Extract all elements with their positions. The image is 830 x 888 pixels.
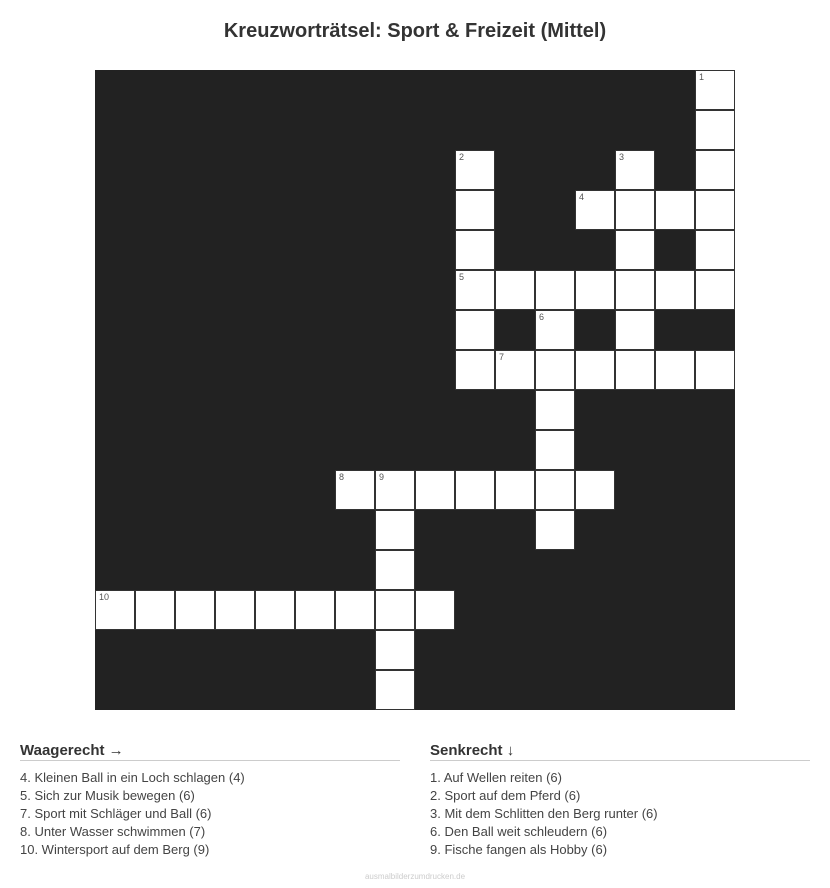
crossword-cell[interactable]: [455, 190, 495, 230]
across-clue: 10. Wintersport auf dem Berg (9): [20, 842, 210, 857]
crossword-cell[interactable]: [495, 470, 535, 510]
crossword-cell[interactable]: [255, 590, 295, 630]
crossword-cell[interactable]: [415, 590, 455, 630]
crossword-cell[interactable]: [495, 270, 535, 310]
across-clue: 8. Unter Wasser schwimmen (7): [20, 824, 206, 839]
crossword-cell[interactable]: [695, 110, 735, 150]
crossword-cell[interactable]: [575, 270, 615, 310]
crossword-cell[interactable]: [375, 470, 415, 510]
crossword-cell[interactable]: [575, 350, 615, 390]
crossword-cell[interactable]: [455, 310, 495, 350]
crossword-cell[interactable]: [615, 230, 655, 270]
cell-number: 8: [339, 472, 345, 482]
crossword-cell[interactable]: [335, 590, 375, 630]
crossword-cell[interactable]: [535, 510, 575, 550]
crossword-cell[interactable]: [415, 470, 455, 510]
down-clue: 6. Den Ball weit schleudern (6): [430, 824, 608, 839]
crossword-cell[interactable]: [95, 590, 135, 630]
cell-number: 9: [379, 472, 385, 482]
down-clues-section: [430, 742, 810, 859]
crossword-cell[interactable]: [655, 270, 695, 310]
down-clue-list: [430, 769, 810, 859]
down-clue: 2. Sport auf dem Pferd (6): [430, 788, 581, 803]
crossword-cell[interactable]: [575, 190, 615, 230]
cell-number: 5: [459, 272, 465, 282]
crossword-cell[interactable]: [455, 350, 495, 390]
crossword-cell[interactable]: [535, 350, 575, 390]
crossword-cell[interactable]: [215, 590, 255, 630]
crossword-cell[interactable]: [455, 470, 495, 510]
crossword-cell[interactable]: [695, 150, 735, 190]
page-title: Kreuzworträtsel: Sport & Freizeit (Mittel): [223, 20, 607, 42]
cell-number: 4: [579, 192, 585, 202]
crossword-cell[interactable]: [455, 150, 495, 190]
crossword-cell[interactable]: [135, 590, 175, 630]
cell-number: 1: [699, 72, 705, 82]
crossword-cell[interactable]: [495, 350, 535, 390]
cell-number: 7: [499, 352, 505, 362]
crossword-cell[interactable]: [535, 470, 575, 510]
down-clues-heading: Senkrecht ↓: [430, 742, 810, 761]
across-clue: 4. Kleinen Ball in ein Loch schlagen (4): [20, 770, 245, 785]
crossword-grid: [95, 70, 735, 710]
cell-number: 10: [99, 592, 110, 602]
across-clues-heading: Waagerecht →: [20, 742, 400, 761]
crossword-cell[interactable]: [695, 270, 735, 310]
crossword-cell[interactable]: [695, 190, 735, 230]
crossword-cell[interactable]: [615, 310, 655, 350]
crossword-cell[interactable]: [655, 190, 695, 230]
crossword-cell[interactable]: [375, 510, 415, 550]
crossword-cell[interactable]: [695, 230, 735, 270]
crossword-cell[interactable]: [615, 190, 655, 230]
crossword-cell[interactable]: [695, 70, 735, 110]
cell-number: 3: [619, 152, 625, 162]
crossword-cell[interactable]: [615, 270, 655, 310]
crossword-cell[interactable]: [695, 350, 735, 390]
crossword-cell[interactable]: [655, 350, 695, 390]
crossword-cell[interactable]: [575, 470, 615, 510]
crossword-cell[interactable]: [295, 590, 335, 630]
down-clue: 1. Auf Wellen reiten (6): [430, 770, 562, 785]
crossword-cell[interactable]: [535, 390, 575, 430]
across-clue-list: [20, 769, 400, 859]
across-clue: 7. Sport mit Schläger und Ball (6): [20, 806, 212, 821]
crossword-cell[interactable]: [455, 270, 495, 310]
crossword-cell[interactable]: [335, 470, 375, 510]
cell-number: 6: [539, 312, 545, 322]
crossword-cell[interactable]: [375, 670, 415, 710]
crossword-cell[interactable]: [375, 590, 415, 630]
crossword-cell[interactable]: [615, 150, 655, 190]
crossword-cell[interactable]: [615, 350, 655, 390]
crossword-cell[interactable]: [535, 270, 575, 310]
cell-number: 2: [459, 152, 465, 162]
crossword-cell[interactable]: [455, 230, 495, 270]
crossword-cell[interactable]: [175, 590, 215, 630]
crossword-cell[interactable]: [375, 550, 415, 590]
down-clue: 9. Fische fangen als Hobby (6): [430, 842, 608, 857]
down-clue: 3. Mit dem Schlitten den Berg runter (6): [430, 806, 658, 821]
crossword-cell[interactable]: [535, 310, 575, 350]
across-clues-section: [20, 742, 400, 859]
footer-credit: ausmalbilderzumdrucken.de: [364, 872, 466, 881]
crossword-cell[interactable]: [535, 430, 575, 470]
crossword-cell[interactable]: [375, 630, 415, 670]
across-clue: 5. Sich zur Musik bewegen (6): [20, 788, 195, 803]
